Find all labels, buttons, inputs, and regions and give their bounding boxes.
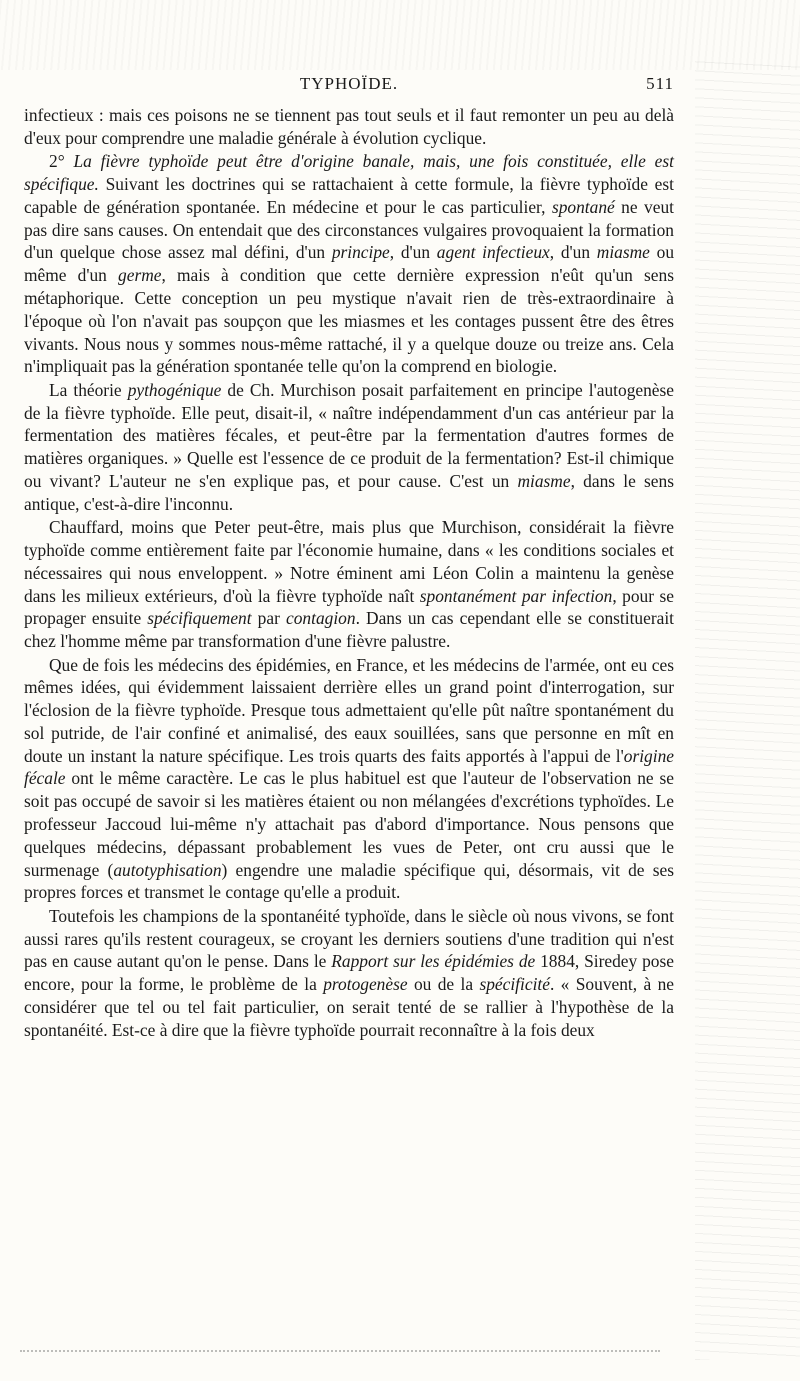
italic-run: contagion [286, 608, 356, 629]
italic-run: miasme [517, 470, 571, 491]
italic-run: germe [118, 265, 162, 286]
text-run: , d'un [549, 242, 597, 263]
paragraph [24, 905, 674, 1042]
body-text [24, 104, 674, 1042]
text-run: ) engendre une maladie spécifique qui, désormais, vit de ses propres forces et transmet le contage qu'elle a produit. [24, 859, 674, 903]
text-run: , mais à condition que cette dernière expression n'eût qu'un sens métaphorique. Cette conception un peu mystique n'avait rien de très-extraordinaire à l'époque où l'on n'avait pas soupçon que les miasmes et les contages pussent être des êtres vivants. Nous nous y sommes nous-même rattaché, il y a quelque douze ou treize ans. Cela n'impliquait pas la génération spontanée telle qu'on la comprend en biologie. [24, 265, 674, 377]
italic-run: agent infectieux [436, 242, 550, 263]
italic-run: autotyphisation [113, 859, 222, 880]
text-run: de Ch. Murchison posait parfaitement en principe l'autogenèse de la fièvre typhoïde. Elle peut, disait-il, « naître indépendamment d'un cas antérieur par la fermentation des matières fécales, et peut-être par la fermentation d'autres formes de matières organiques. » Quelle est l'essence de ce produit de la fermentation? Est-il chimique ou vivant? L'auteur ne s'en explique pas, et pour cause. C'est un [24, 379, 675, 491]
italic-run: spontanément par infection [419, 585, 613, 606]
text-run: Toutefois les champions de la spontanéité typhoïde, dans le siècle où nous vivons, se font aussi rares qu'ils restent courageux, se croyant les derniers soutiens d'une tradition qui n'est pas en cause autant qu'on le pense. Dans le [24, 905, 674, 972]
paragraph [24, 379, 674, 516]
text-run: Chauffard, moins que Peter peut-être, mais plus que Murchison, considérait la fièvre typhoïde comme entièrement faite par l'économie humaine, dans « les conditions sociales et nécessaires qui nous enveloppent. » Notre éminent ami Léon Colin a maintenu la genèse dans les milieux extérieurs, d'où la fièvre typhoïde naît [24, 517, 674, 606]
text-run: , dans le sens antique, c'est-à-dire l'inconnu. [24, 470, 674, 514]
text-run: 1884, Siredey pose encore, pour la forme, le problème de la [24, 951, 674, 995]
paragraph [24, 516, 674, 653]
italic-run: principe [331, 242, 390, 263]
scan-noise-margin [695, 60, 800, 1360]
text-run: , pour se propager ensuite [24, 585, 674, 629]
italic-run: origine fécale [24, 745, 674, 789]
text-run: , d'un [389, 242, 437, 263]
text-run: Que de fois les médecins des épidémies, en France, et les médecins de l'armée, ont eu ces mêmes idées, qui évidemment laissaient derrière elles un grand point d'interrogation, sur l'éclosion de la fièvre typhoïde. Presque tous admettaient qu'elle pût naître spontanément du sol putride, de l'air confiné et animalisé, des eaux souillées, sans que personne en mît en doute un instant la nature spécifique. Les trois quarts des faits apportés à l'appui de l' [24, 654, 674, 766]
page-header [24, 74, 674, 100]
italic-run: pythogénique [127, 379, 222, 400]
text-run: La théorie [49, 379, 128, 400]
text-run: 2° [49, 151, 74, 172]
italic-run: spécificité [479, 974, 550, 995]
scan-noise-top [0, 0, 800, 70]
italic-run: Rapport sur les épidémies de [331, 951, 536, 972]
text-run: infectieux : mais ces poisons ne se tiennent pas tout seuls et il faut remonter un peu au delà d'eux pour comprendre une maladie générale à évolution cyclique. [24, 105, 674, 148]
paragraph [24, 104, 674, 150]
italic-run: miasme [596, 242, 650, 263]
text-run: . « Souvent, à ne considérer que tel ou tel fait particulier, on serait tenté de se rallier à l'hypothèse de la spontanéité. Est-ce à dire que la fièvre typhoïde pourrait reconnaître à la fois deux [24, 974, 674, 1040]
text-run: ou de la [407, 974, 480, 995]
italic-run: spontané [551, 196, 615, 217]
text-run: ne veut pas dire sans causes. On entendait que des circonstances vulgaires provoquaient la formation d'un quelque chose assez mal défini, d'un [24, 196, 674, 263]
page-number: 511 [646, 74, 674, 93]
paragraph [24, 150, 674, 378]
text-run: ont le même caractère. Le cas le plus habituel est que l'auteur de l'observation ne se soit pas occupé de savoir si les matières étaient ou non mélangées d'excrétions typhoïdes. Le professeur Jaccoud lui-même n'y attachait pas d'abord d'importance. Nous pensons que quelques médecins, dépassant probablement les vues de Peter, ont cru aussi que le surmenage ( [24, 768, 674, 880]
text-run: par [251, 608, 286, 629]
italic-run: La fièvre typhoïde peut être d'origine banale, mais, une fois constituée, elle est spécifique. [24, 151, 675, 194]
text-run: Suivant les doctrines qui se rattachaient à cette formule, la fièvre typhoïde est capable de génération spontanée. En médecine et pour le cas particulier, [24, 173, 674, 217]
text-run: ou même d'un [24, 242, 675, 286]
italic-run: protogenèse [323, 974, 408, 995]
italic-run: spécifiquement [147, 608, 252, 629]
bottom-edge-noise [20, 1350, 660, 1354]
paragraph [24, 654, 674, 905]
running-title: TYPHOÏDE. [299, 74, 399, 93]
text-run: . Dans un cas cependant elle se constituerait chez l'homme même par transformation d'une fièvre palustre. [24, 608, 674, 652]
